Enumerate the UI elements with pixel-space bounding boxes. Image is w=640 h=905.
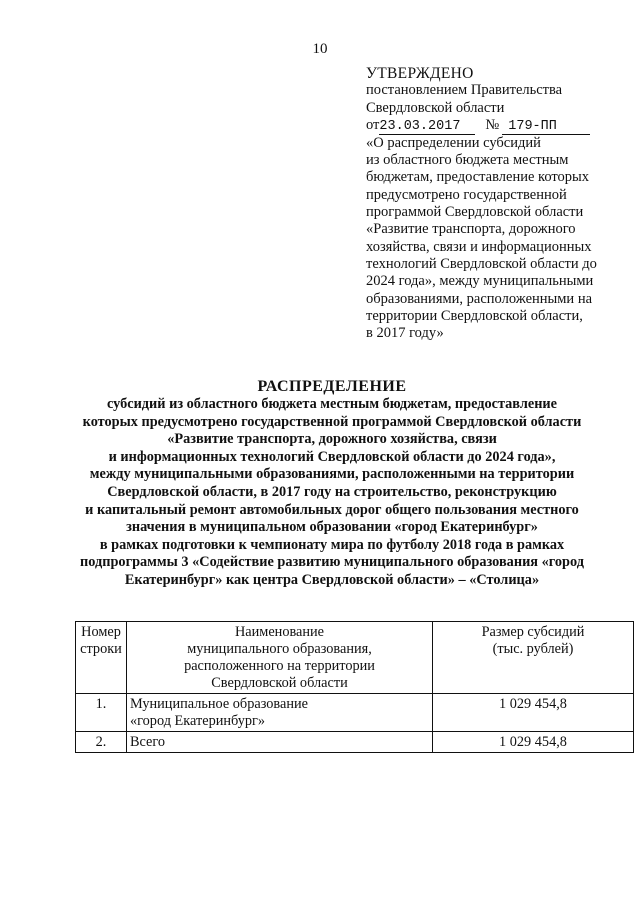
heading-line: и информационных технологий Свердловской области до 2024 года»,	[108, 448, 556, 465]
page-number: 10	[312, 41, 328, 57]
subject-line: 2024 года», между муниципальными	[366, 273, 594, 290]
row-number: 1.	[76, 694, 127, 732]
heading-line: «Развитие транспорта, дорожного хозяйства, связи	[167, 431, 497, 448]
row-number: 2.	[76, 732, 127, 753]
subject-line: образованиями, расположенными на	[366, 290, 593, 307]
heading-line: значения в муниципальном образовании «город Екатеринбург»	[126, 519, 538, 536]
heading-line: в рамках подготовки к чемпионату мира по футболу 2018 года в рамках	[99, 536, 565, 553]
row-name-line: «город Екатеринбург»	[130, 713, 266, 729]
header-text: Наименование	[234, 624, 325, 640]
approval-title: УТВЕРЖДЕНО	[366, 65, 474, 82]
subject-line: из областного бюджета местным	[366, 152, 569, 169]
approval-line: Свердловской области	[366, 99, 505, 116]
heading-line: Свердловской области, в 2017 году на строительство, реконструкцию	[107, 483, 557, 500]
subject-line: программой Свердловской области	[366, 204, 584, 221]
heading-line: субсидий из областного бюджета местным бюджетам, предоставление	[106, 396, 558, 412]
header-name	[127, 622, 433, 694]
subject-line: бюджетам, предоставление которых	[366, 169, 590, 186]
document-title: РАСПРЕДЕЛЕНИЕ	[257, 378, 407, 395]
subject-line: в 2017 году»	[366, 325, 444, 342]
table-header-row	[76, 622, 634, 694]
heading-line: между муниципальными образованиями, расположенными на территории	[89, 466, 575, 483]
approval-stamp	[366, 65, 612, 342]
heading-line: Екатеринбург» как центра Свердловской области» – «Столица»	[124, 571, 540, 588]
row-name	[127, 732, 433, 753]
header-amount	[433, 622, 634, 694]
row-name	[127, 694, 433, 732]
subject-line: технологий Свердловской области до	[366, 255, 597, 272]
subject-line: «Развитие транспорта, дорожного	[366, 221, 576, 238]
row-name-line: Муниципальное образование	[130, 696, 308, 712]
header-text: Свердловской области	[211, 675, 348, 691]
subject-line: хозяйства, связи и информационных	[366, 238, 592, 255]
table-row	[76, 694, 634, 732]
registration-line	[366, 117, 612, 135]
subject-line: «О распределении субсидий	[366, 134, 541, 151]
header-text: (тыс. рублей)	[492, 641, 574, 657]
header-text: Номер	[81, 624, 121, 640]
subject-line: предусмотрено государственной	[366, 186, 567, 203]
heading-line: которых предусмотрено государственной программой Свердловской области	[82, 413, 582, 430]
subject-line: территории Свердловской области,	[366, 307, 583, 324]
header-text: Размер субсидий	[481, 624, 585, 640]
decree-date: 23.03.2017	[379, 120, 475, 135]
header-text: строки	[80, 641, 122, 657]
row-amount: 1 029 454,8	[433, 732, 634, 753]
number-sign: №	[485, 116, 500, 133]
header-number	[76, 622, 127, 694]
heading-line: подпрограммы 3 «Содействие развитию муниципального образования «город	[80, 554, 584, 571]
subsidy-table	[75, 621, 634, 753]
row-name-line: Всего	[130, 734, 166, 750]
header-text: муниципального образования,	[187, 641, 372, 657]
row-amount: 1 029 454,8	[433, 694, 634, 732]
date-prefix: от	[366, 116, 380, 133]
decree-number: 179-ПП	[502, 120, 590, 135]
table-row	[76, 732, 634, 753]
document-heading	[40, 377, 624, 590]
header-text: расположенного на территории	[184, 658, 375, 674]
approval-line: постановлением Правительства	[366, 82, 563, 99]
document-subtitle	[40, 396, 624, 590]
heading-line: и капитальный ремонт автомобильных дорог общего пользования местного	[85, 501, 579, 518]
